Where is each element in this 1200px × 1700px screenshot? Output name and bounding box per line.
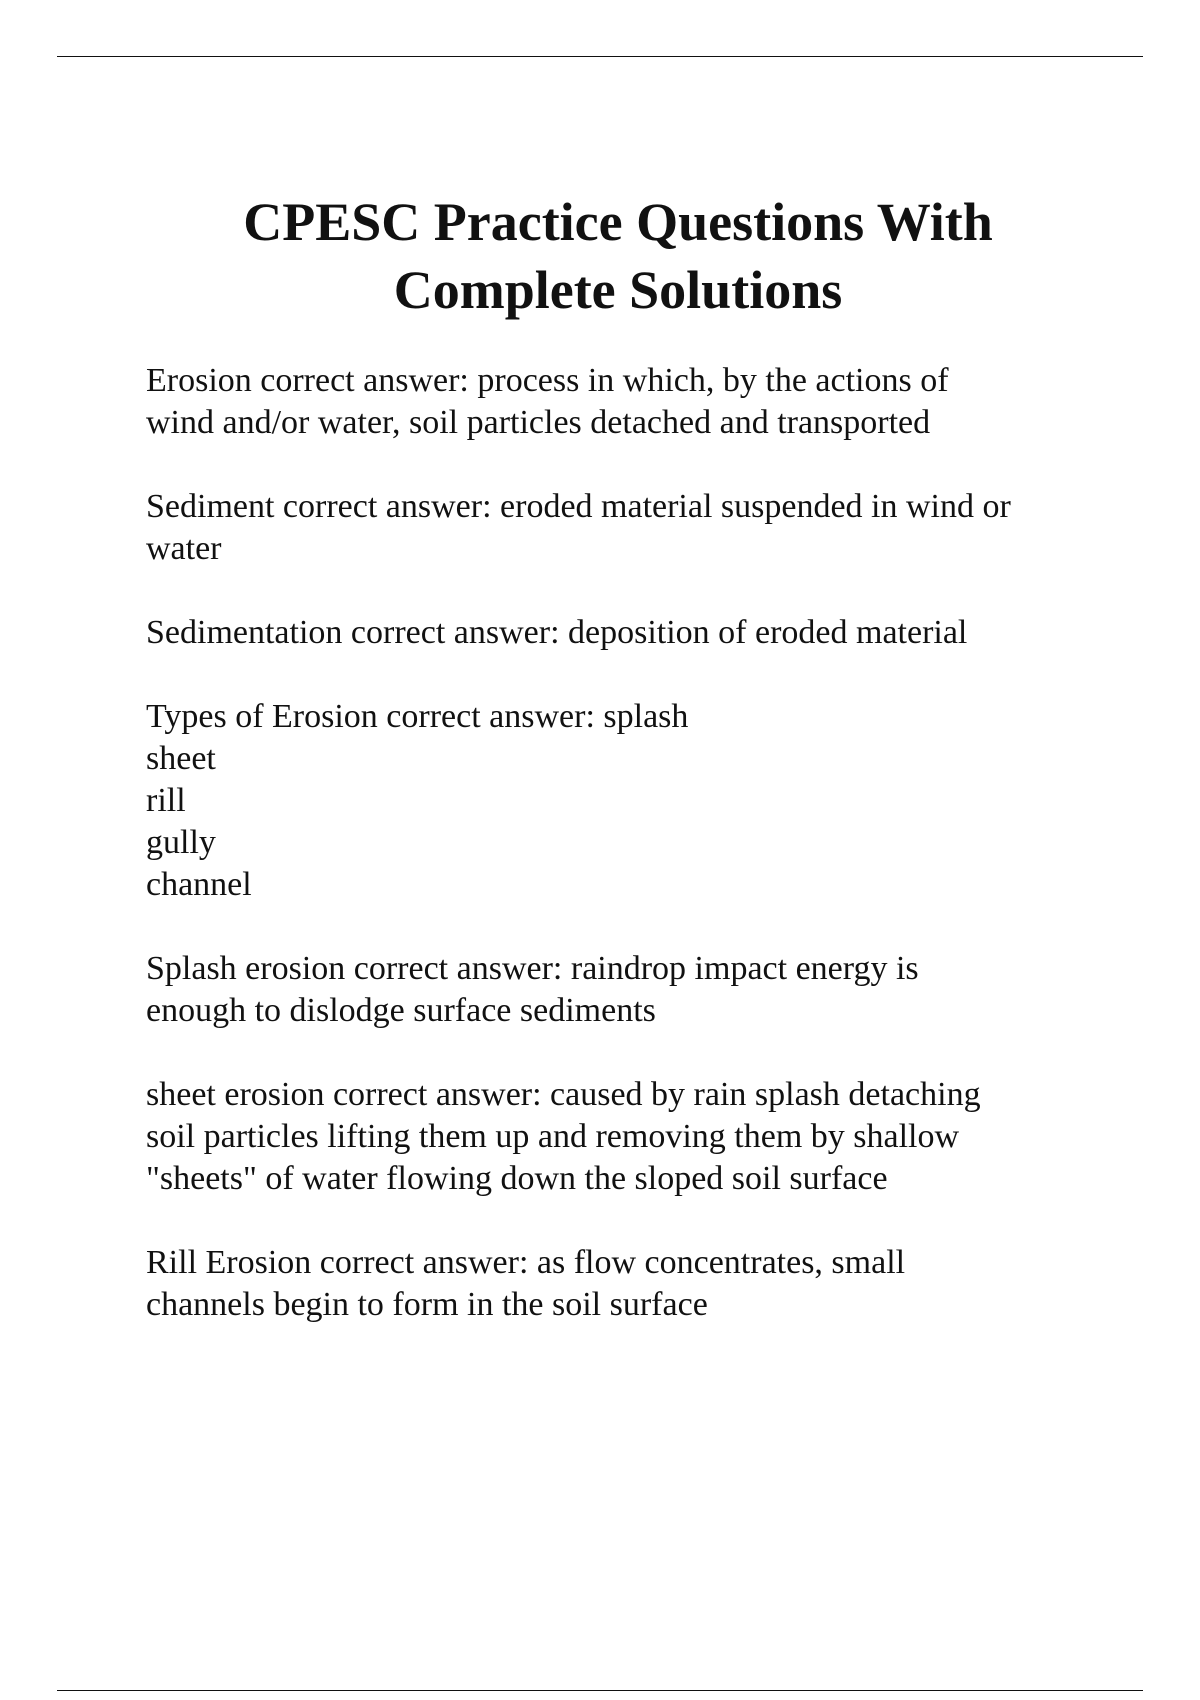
qa-line: Splash erosion correct answer: raindrop impact energy is [146, 950, 919, 987]
qa-line: channels begin to form in the soil surface [146, 1286, 708, 1323]
qa-entry-sediment [146, 486, 1146, 570]
qa-line: sheet [146, 740, 216, 777]
qa-line: channel [146, 866, 252, 903]
qa-line: Types of Erosion correct answer: splash [146, 698, 689, 735]
title-line-2: Complete Solutions [393, 260, 843, 320]
qa-entry-sedimentation [146, 612, 1146, 654]
qa-line: water [146, 530, 222, 567]
qa-line: Rill Erosion correct answer: as flow concentrates, small [146, 1244, 906, 1281]
qa-line: soil particles lifting them up and removing them by shallow [146, 1118, 960, 1155]
qa-entry-rill-erosion [146, 1242, 1146, 1326]
qa-entry-sheet-erosion [146, 1074, 1146, 1200]
qa-line: Sediment correct answer: eroded material suspended in wind or [146, 488, 1011, 525]
header-rule [57, 56, 1143, 57]
title-line-1: CPESC Practice Questions With [243, 192, 993, 252]
qa-entry-erosion [146, 360, 1146, 444]
qa-line: enough to dislodge surface sediments [146, 992, 656, 1029]
qa-line: rill [146, 782, 186, 819]
qa-line: Sedimentation correct answer: deposition of eroded material [146, 614, 968, 651]
qa-line: "sheets" of water flowing down the sloped soil surface [146, 1160, 888, 1197]
qa-line: wind and/or water, soil particles detached and transported [146, 404, 931, 441]
qa-entry-splash-erosion [146, 948, 1146, 1032]
qa-entry-types-of-erosion [146, 696, 1146, 906]
qa-line: sheet erosion correct answer: caused by rain splash detaching [146, 1076, 981, 1113]
document-title [100, 188, 1136, 324]
qa-list [146, 360, 1146, 1368]
footer-rule [57, 1690, 1143, 1691]
qa-line: Erosion correct answer: process in which, by the actions of [146, 362, 949, 399]
qa-line: gully [146, 824, 216, 861]
